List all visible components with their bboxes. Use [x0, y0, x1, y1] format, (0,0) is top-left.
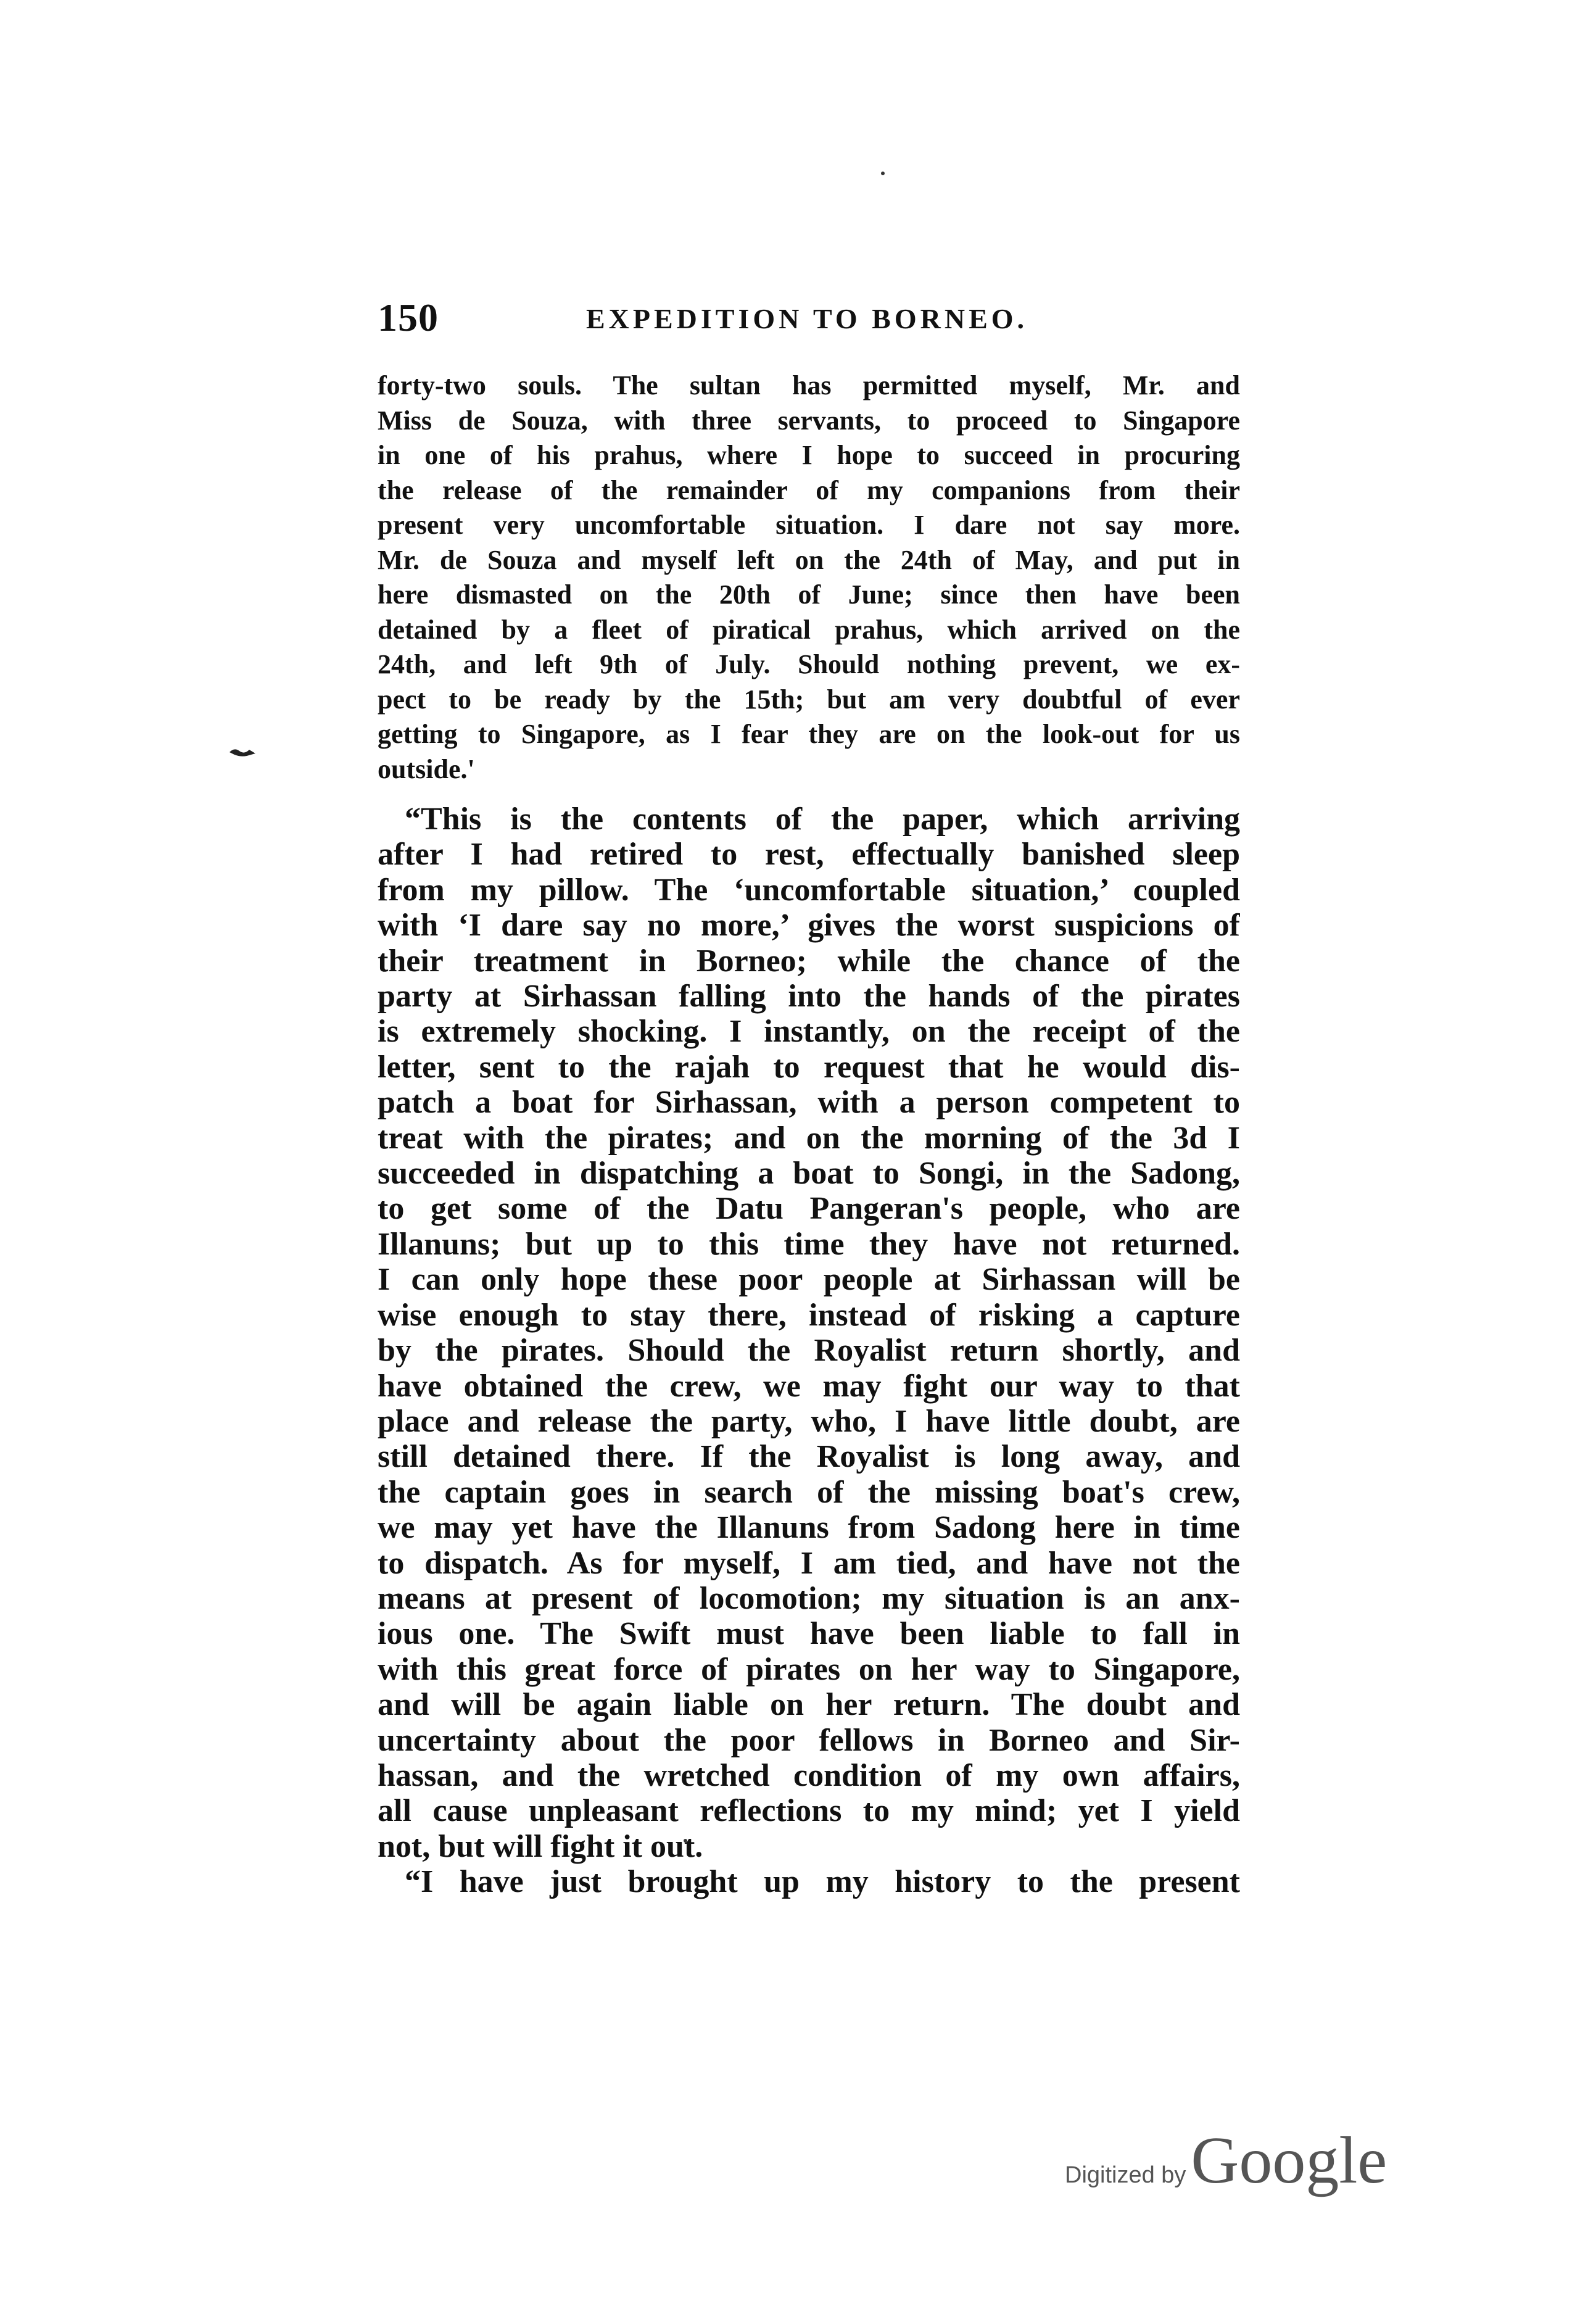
text-line: outside.': [378, 753, 475, 784]
text-line: getting to Singapore, as I fear they are on the look-out for us: [378, 719, 1240, 749]
text-line: all cause unpleasant reflections to my mind; yet I yield: [378, 1793, 1240, 1829]
text-line: succeeded in dispatching a boat to Songi, in the Sadong,: [378, 1156, 1240, 1192]
text-line: “This is the contents of the paper, which arriving: [405, 802, 1240, 837]
text-line: present very uncomfortable situation. I dare not say more.: [378, 510, 1240, 540]
text-line: Illanuns; but up to this time they have not returned.: [378, 1226, 1240, 1262]
watermark-prefix: Digitized by: [1065, 2162, 1186, 2188]
text-line: from my pillow. The ‘uncomfortable situation,’ coupled: [378, 872, 1240, 908]
paragraph-gap: [378, 787, 1240, 802]
text-line: “I have just brought up my history to the present: [405, 1864, 1240, 1900]
google-logo: Google: [1191, 2124, 1387, 2197]
digitized-by-google-watermark: [1065, 2123, 1386, 2197]
text-line: party at Sirhassan falling into the hands of the pirates: [378, 979, 1240, 1014]
paragraph-history: [378, 1864, 1240, 1899]
paragraph-contents-of-paper: [378, 802, 1240, 1864]
text-line: hassan, and the wretched condition of my own affairs,: [378, 1757, 1240, 1793]
page-number: 150: [378, 296, 439, 339]
text-line: pect to be ready by the 15th; but am very doubtful of ever: [378, 684, 1240, 715]
text-line: in one of his prahus, where I hope to succeed in procuring: [378, 440, 1240, 470]
text-line: to get some of the Datu Pangeran's people, who are: [378, 1191, 1240, 1227]
text-line: detained by a fleet of piratical prahus, which arrived on the: [378, 614, 1240, 645]
text-line: ious one. The Swift must have been liable to fall in: [378, 1616, 1240, 1652]
text-line: treat with the pirates; and on the morning of the 3d I: [378, 1120, 1240, 1156]
text-line: wise enough to stay there, instead of risking a capture: [378, 1297, 1240, 1333]
text-line: with this great force of pirates on her way to Singapore,: [378, 1651, 1240, 1687]
text-line: by the pirates. Should the Royalist return shortly, and: [378, 1333, 1240, 1369]
text-line: we may yet have the Illanuns from Sadong here in time: [378, 1510, 1240, 1546]
text-line: patch a boat for Sirhassan, with a person competent to: [378, 1085, 1240, 1121]
text-line: and will be again liable on her return. The doubt and: [378, 1687, 1240, 1723]
text-line: here dismasted on the 20th of June; since then have been: [378, 579, 1240, 610]
text-line: Miss de Souza, with three servants, to proceed to Singapore: [378, 405, 1240, 436]
text-line: have obtained the crew, we may fight our way to that: [378, 1368, 1240, 1404]
page-header: [378, 295, 1241, 344]
text-line: still detained there. If the Royalist is long away, and: [378, 1439, 1240, 1475]
text-line: forty-two souls. The sultan has permitted myself, Mr. and: [378, 370, 1240, 400]
margin-ink-mark: [228, 745, 257, 758]
text-line: place and release the party, who, I have little doubt, are: [378, 1403, 1240, 1439]
text-line: not, but will fight it out.: [378, 1828, 703, 1864]
text-line: I can only hope these poor people at Sirhassan will be: [378, 1262, 1240, 1298]
text-line: is extremely shocking. I instantly, on the receipt of the: [378, 1014, 1240, 1050]
text-line: 24th, and left 9th of July. Should nothing prevent, we ex-: [378, 649, 1240, 679]
text-line: Mr. de Souza and myself left on the 24th of May, and put in: [378, 544, 1240, 575]
text-line: with ‘I dare say no more,’ gives the worst suspicions of: [378, 908, 1240, 943]
text-line: the captain goes in search of the missing boat's crew,: [378, 1474, 1240, 1510]
quoted-letter: [378, 368, 1240, 787]
text-line: uncertainty about the poor fellows in Borneo and Sir-: [378, 1722, 1240, 1758]
text-line: the release of the remainder of my companions from their: [378, 475, 1240, 505]
running-title: EXPEDITION TO BORNEO.: [586, 303, 1028, 334]
page-body: [378, 368, 1240, 1900]
speck: [881, 172, 885, 175]
text-line: their treatment in Borneo; while the chance of the: [378, 943, 1240, 979]
text-line: letter, sent to the rajah to request that he would dis-: [378, 1049, 1240, 1085]
text-line: means at present of locomotion; my situation is an anx-: [378, 1580, 1240, 1616]
text-line: after I had retired to rest, effectually banished sleep: [378, 837, 1240, 873]
text-line: to dispatch. As for myself, I am tied, and have not the: [378, 1545, 1240, 1581]
